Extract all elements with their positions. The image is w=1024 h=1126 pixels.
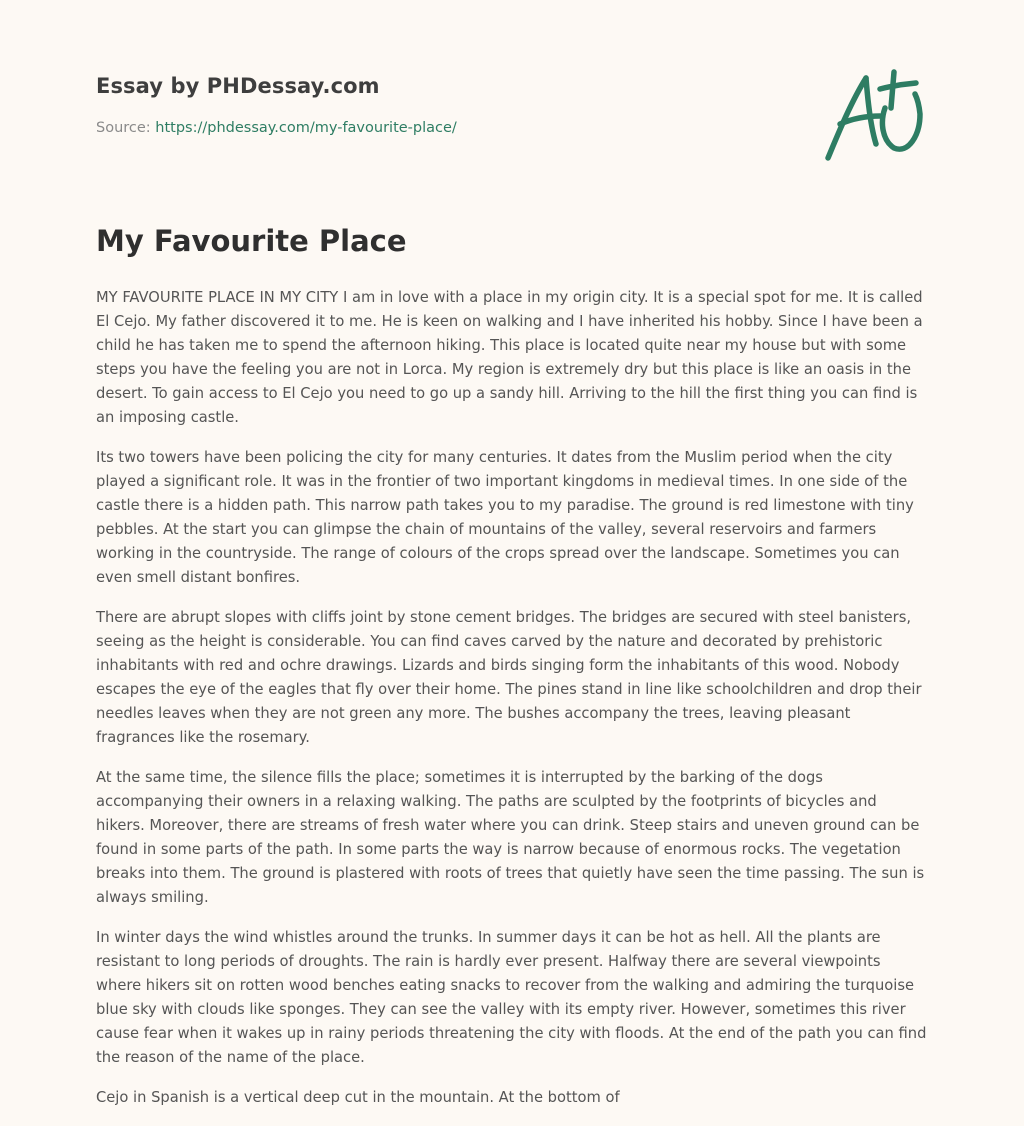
essay-body (96, 286, 930, 1126)
essay-header (96, 74, 796, 136)
essay-paragraph-2: Its two towers have been policing the city for many centuries. It dates from the Muslim period when the city played a significant role. It was in the frontier of two important kingdoms in medieval times. In one side of the castle there is a hidden path. This narrow path takes you to my paradise. The ground is red limestone with tiny pebbles. At the start you can glimpse the chain of mountains of the valley, several reservoirs and farmers working in the countryside. The range of colours of the crops spread over the landscape. Sometimes you can even smell distant bonfires. (96, 449, 914, 586)
brand-title: Essay by PHDessay.com (96, 74, 380, 98)
essay-paragraph-4: At the same time, the silence fills the place; sometimes it is interrupted by the barking of the dogs accompanying their owners in a relaxing walking. The paths are sculpted by the footprints of bicycles and hikers. Moreover, there are streams of fresh water where you can drink. Steep stairs and uneven ground can be found in some parts of the path. In some parts the way is narrow because of enormous rocks. The vegetation breaks into them. The ground is plastered with roots of trees that quietly have seen the time passing. The sun is always smiling. (96, 769, 925, 906)
essay-paragraph-1: MY FAVOURITE PLACE IN MY CITY I am in love with a place in my origin city. It is a special spot for me. It is called El Cejo. My father discovered it to me. He is keen on walking and I have inherited his hobby. Since I have been a child he has taken me to spend the afternoon hiking. This place is located quite near my house but with some steps you have the feeling you are not in Lorca. My region is extremely dry but this place is like an oasis in the desert. To gain access to El Cejo you need to go up a sandy hill. Arriving to the hill the first thing you can find is an imposing castle. (96, 289, 923, 426)
source-label: Source: (96, 120, 156, 136)
essay-title: My Favourite Place (96, 224, 407, 258)
a-plus-grade-icon (818, 64, 930, 168)
essay-paragraph-5: In winter days the wind whistles around the trunks. In summer days it can be hot as hell. All the plants are resistant to long periods of droughts. The rain is hardly ever present. Halfway there are several viewpoints where hikers sit on rotten wood benches eating snacks to recover from the walking and admiring the turquoise blue sky with clouds like sponges. They can see the valley with its empty river. However, sometimes this river cause fear when it wakes up in rainy periods threatening the city with floods. At the end of the path you can find the reason of the name of the place. (96, 929, 927, 1066)
essay-paragraph-6: Cejo in Spanish is a vertical deep cut in the mountain. At the bottom of (96, 1089, 620, 1106)
essay-paragraph-3: There are abrupt slopes with cliffs joint by stone cement bridges. The bridges are secured with steel banisters, seeing as the height is considerable. You can find caves carved by the nature and decorated by prehistoric inhabitants with red and ochre drawings. Lizards and birds singing form the inhabitants of this wood. Nobody escapes the eye of the eagles that fly over their home. The pines stand in line like schoolchildren and drop their needles leaves when they are not green any more. The bushes accompany the trees, leaving pleasant fragrances like the rosemary. (96, 609, 922, 746)
source-link[interactable]: https://phdessay.com/my-favourite-place/ (155, 120, 457, 136)
source-line (96, 120, 796, 136)
